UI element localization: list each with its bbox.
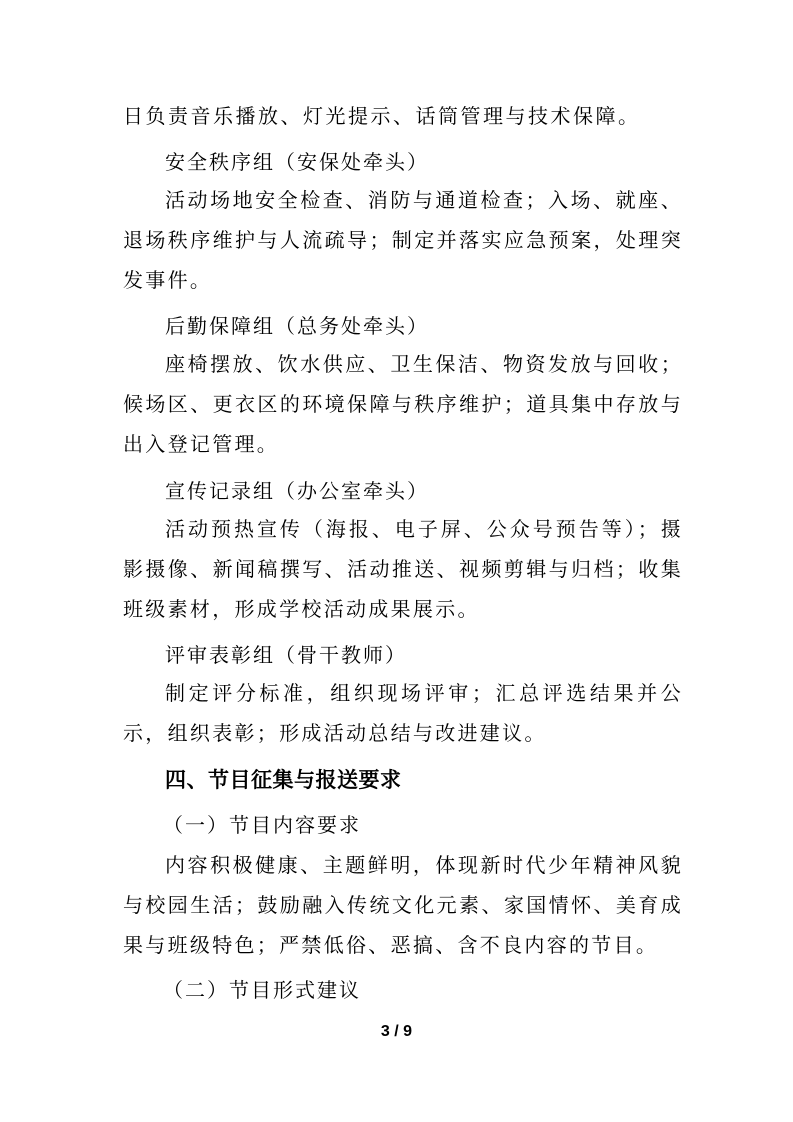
page-number: 3 / 9 [380,1023,413,1040]
subsection-title-format: （二）节目形式建议 [163,978,361,1002]
group-body-security [123,180,683,300]
paragraph: 制定评分标准，组织现场评审；汇总评选结果并公示，组织表彰；形成活动总结与改进建议。 [123,681,683,745]
paragraph: 活动预热宣传（海报、电子屏、公众号预告等）；摄影摄像、新闻稿撰写、活动推送、视频剪辑与归档；收集班级素材，形成学校活动成果展示。 [123,517,683,621]
group-title-logistics: 后勤保障组（总务处牵头） [165,314,429,338]
group-body-judging [123,673,683,753]
subsection-body-content [123,845,683,965]
section-title: 四、节目征集与报送要求 [165,768,402,792]
subsection-title-content: （一）节目内容要求 [163,813,361,837]
paragraph: 内容积极健康、主题鲜明，体现新时代少年精神风貌与校园生活；鼓励融入传统文化元素、家国情怀、美育成果与班级特色；严禁低俗、恶搞、含不良内容的节目。 [123,853,683,957]
group-body-publicity [123,509,683,629]
group-body-logistics [123,344,683,464]
group-title-security: 安全秩序组（安保处牵头） [165,150,429,174]
group-title-publicity: 宣传记录组（办公室牵头） [165,479,429,503]
group-title-judging: 评审表彰组（骨干教师） [165,643,407,667]
paragraph: 座椅摆放、饮水供应、卫生保洁、物资发放与回收；候场区、更衣区的环境保障与秩序维护；道具集中存放与出入登记管理。 [123,352,683,456]
continuation-text: 日负责音乐播放、灯光提示、话筒管理与技术保障。 [123,104,641,128]
paragraph: 活动场地安全检查、消防与通道检查；入场、就座、退场秩序维护与人流疏导；制定并落实应急预案，处理突发事件。 [123,188,683,292]
